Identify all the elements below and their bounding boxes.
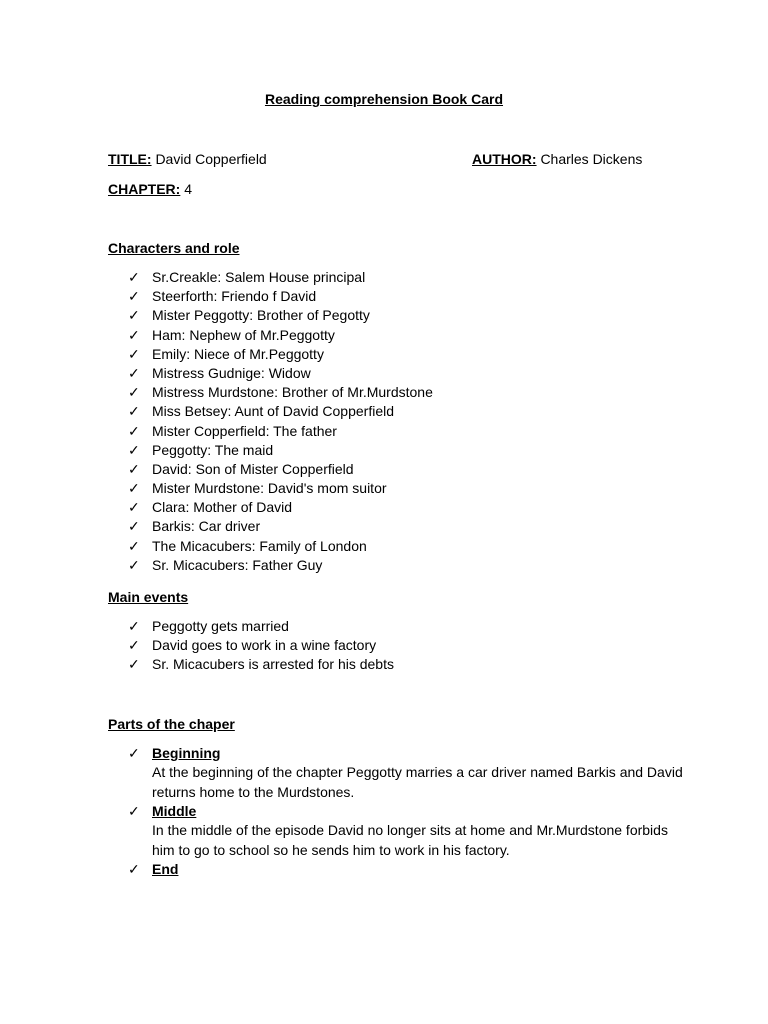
title-value: David Copperfield bbox=[155, 151, 267, 167]
list-item: ✓ Mister Peggotty: Brother of Pegotty bbox=[128, 306, 433, 325]
end-label: End bbox=[152, 861, 179, 878]
check-icon: ✓ bbox=[128, 803, 140, 820]
check-icon: ✓ bbox=[128, 326, 140, 343]
list-item: ✓ Mistress Gudnige: Widow bbox=[128, 364, 433, 383]
check-icon: ✓ bbox=[128, 460, 140, 477]
check-icon: ✓ bbox=[128, 745, 140, 761]
check-icon: ✓ bbox=[128, 345, 140, 362]
characters-list bbox=[128, 268, 433, 575]
check-icon: ✓ bbox=[128, 269, 140, 285]
list-item: ✓ Sr. Micacubers: Father Guy bbox=[128, 556, 433, 575]
check-icon: ✓ bbox=[128, 403, 140, 420]
events-list bbox=[128, 617, 394, 675]
document-title: Reading comprehension Book Card bbox=[264, 91, 504, 107]
check-icon: ✓ bbox=[128, 480, 140, 497]
check-icon: ✓ bbox=[128, 288, 140, 305]
check-icon: ✓ bbox=[128, 656, 140, 673]
list-item: ✓ Peggotty gets married bbox=[128, 617, 394, 636]
check-icon: ✓ bbox=[128, 556, 140, 573]
list-item: ✓ Sr.Creakle: Salem House principal bbox=[128, 268, 433, 287]
check-icon: ✓ bbox=[128, 364, 140, 381]
beginning-text: At the beginning of the chapter Peggotty marries a car driver named Barkis and David returns home to the Murdstones. bbox=[152, 764, 683, 800]
chapter-label: CHAPTER: bbox=[108, 181, 181, 197]
part-beginning bbox=[128, 744, 692, 802]
list-item: ✓ Barkis: Car driver bbox=[128, 517, 433, 536]
middle-label: Middle bbox=[152, 803, 197, 820]
author-label: AUTHOR: bbox=[472, 151, 537, 167]
list-item: ✓ Mister Murdstone: David's mom suitor bbox=[128, 479, 433, 498]
title-label: TITLE: bbox=[108, 151, 152, 167]
title-field bbox=[108, 151, 267, 167]
list-item: ✓ Sr. Micacubers is arrested for his debts bbox=[128, 655, 394, 674]
list-item: ✓ Steerforth: Friendo f David bbox=[128, 287, 433, 306]
chapter-field bbox=[108, 181, 192, 197]
check-icon: ✓ bbox=[128, 618, 140, 634]
part-middle bbox=[128, 802, 692, 860]
part-end bbox=[128, 860, 692, 879]
check-icon: ✓ bbox=[128, 861, 140, 878]
events-heading: Main events bbox=[108, 589, 189, 605]
list-item: ✓ Mistress Murdstone: Brother of Mr.Murdstone bbox=[128, 383, 433, 402]
characters-heading: Characters and role bbox=[108, 240, 240, 256]
check-icon: ✓ bbox=[128, 307, 140, 324]
list-item: ✓ Ham: Nephew of Mr.Peggotty bbox=[128, 326, 433, 345]
check-icon: ✓ bbox=[128, 637, 140, 654]
list-item: ✓ Peggotty: The maid bbox=[128, 441, 433, 460]
check-icon: ✓ bbox=[128, 537, 140, 554]
middle-text: In the middle of the episode David no longer sits at home and Mr.Murdstone forbids him to go to school so he sends him to work in his factory. bbox=[152, 822, 668, 858]
author-field bbox=[472, 151, 642, 167]
check-icon: ✓ bbox=[128, 518, 140, 535]
check-icon: ✓ bbox=[128, 441, 140, 458]
parts-list bbox=[128, 744, 692, 879]
list-item: ✓ Emily: Niece of Mr.Peggotty bbox=[128, 345, 433, 364]
chapter-value: 4 bbox=[184, 181, 193, 197]
check-icon: ✓ bbox=[128, 384, 140, 401]
list-item: ✓ David: Son of Mister Copperfield bbox=[128, 460, 433, 479]
list-item: ✓ Miss Betsey: Aunt of David Copperfield bbox=[128, 402, 433, 421]
parts-heading: Parts of the chaper bbox=[108, 716, 235, 732]
check-icon: ✓ bbox=[128, 499, 140, 516]
check-icon: ✓ bbox=[128, 422, 140, 439]
list-item: ✓ Clara: Mother of David bbox=[128, 498, 433, 517]
list-item: ✓ Mister Copperfield: The father bbox=[128, 422, 433, 441]
list-item: ✓ The Micacubers: Family of London bbox=[128, 537, 433, 556]
list-item: ✓ David goes to work in a wine factory bbox=[128, 636, 394, 655]
beginning-label: Beginning bbox=[152, 745, 221, 761]
author-value: Charles Dickens bbox=[540, 151, 643, 167]
